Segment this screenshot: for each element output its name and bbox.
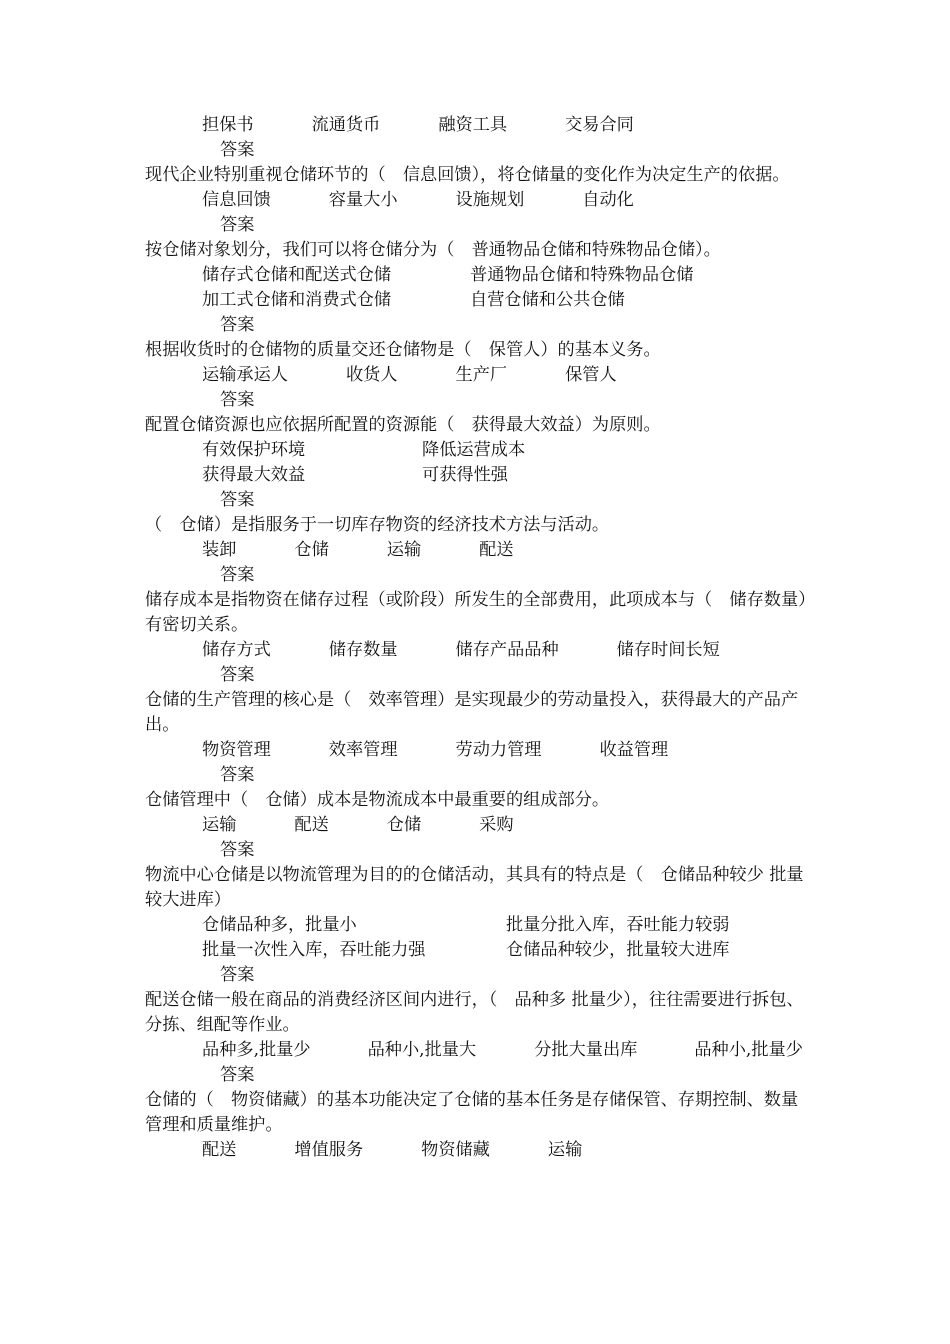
option: 采购 [479, 815, 514, 835]
option: 储存产品品种 [455, 640, 559, 660]
options-row [145, 188, 810, 213]
option: 配送 [294, 815, 329, 835]
option: 物资储藏 [421, 1140, 490, 1160]
option: 批量一次性入库，吞吐能力强 [202, 940, 426, 960]
options-row [145, 263, 810, 288]
question-text: 现代企业特别重视仓储环节的（ 信息回馈），将仓储量的变化作为决定生产的依据。 [145, 165, 790, 185]
option: 收货人 [345, 365, 398, 385]
answer-label: 答案 [220, 1065, 255, 1085]
options-row [145, 813, 810, 838]
question-text: 根据收货时的仓储物的质量交还仓储物是（ 保管人）的基本义务。 [145, 340, 661, 360]
options-row [145, 938, 810, 963]
question-text: 仓储的（ 物资储藏）的基本功能决定了仓储的基本任务是存储保管、存期控制、数量管理和质量维护。 [145, 1090, 799, 1135]
options-row [145, 363, 810, 388]
answer-label: 答案 [220, 840, 255, 860]
answer-label: 答案 [220, 490, 255, 510]
option: 储存时间长短 [616, 640, 720, 660]
option: 仓储品种较少，批量较大进库 [506, 940, 730, 960]
option: 生产厂 [455, 365, 508, 385]
document-body [145, 113, 810, 1163]
option: 加工式仓储和消费式仓储 [202, 290, 392, 310]
option: 品种多,批量少 [202, 1040, 311, 1060]
options-row [145, 538, 810, 563]
question-text: 配置仓储资源也应依据所配置的资源能（ 获得最大效益）为原则。 [145, 415, 661, 435]
option: 分批大量出库 [534, 1040, 638, 1060]
option: 运输承运人 [202, 365, 288, 385]
option: 运输 [386, 540, 422, 560]
options-row [145, 738, 810, 763]
options-row [145, 913, 810, 938]
question-text: 按仓储对象划分，我们可以将仓储分为（ 普通物品仓储和特殊物品仓储）。 [145, 240, 721, 260]
option: 物资管理 [202, 740, 271, 760]
option: 增值服务 [294, 1140, 364, 1160]
options-row [145, 288, 810, 313]
answer-label: 答案 [220, 965, 255, 985]
question-text: （ 仓储）是指服务于一切库存物资的经济技术方法与活动。 [145, 515, 610, 535]
question-text: 仓储的生产管理的核心是（ 效率管理）是实现最少的劳动量投入，获得最大的产品产出。 [145, 690, 799, 735]
option: 仓储 [294, 540, 329, 560]
answer-label: 答案 [220, 565, 255, 585]
question-text: 配送仓储一般在商品的消费经济区间内进行，（ 品种多 批量少），往往需要进行拆包、分拣、组配等作业。 [145, 990, 804, 1035]
option: 储存方式 [202, 640, 271, 660]
option: 融资工具 [438, 115, 508, 135]
answer-label: 答案 [220, 140, 255, 160]
option: 流通货币 [311, 115, 381, 135]
option: 储存数量 [328, 640, 398, 660]
option: 储存式仓储和配送式仓储 [202, 265, 392, 285]
option: 自动化 [582, 190, 634, 210]
option: 设施规划 [455, 190, 525, 210]
option: 容量大小 [328, 190, 398, 210]
option: 交易合同 [565, 115, 634, 135]
question-text: 储存成本是指物资在储存过程（或阶段）所发生的全部费用，此项成本与（ 储存数量）有密切关系。 [145, 590, 807, 635]
option: 配送 [479, 540, 514, 560]
option: 配送 [202, 1140, 237, 1160]
option: 有效保护环境 [202, 440, 306, 460]
option: 品种小,批量大 [367, 1040, 477, 1060]
answer-label: 答案 [220, 765, 255, 785]
option: 仓储 [386, 815, 422, 835]
option: 运输 [202, 815, 237, 835]
option: 自营仓储和公共仓储 [470, 290, 625, 310]
option: 装卸 [202, 540, 237, 560]
options-row [145, 438, 810, 463]
option: 批量分批入库，吞吐能力较弱 [506, 915, 730, 935]
options-row [145, 113, 810, 138]
answer-label: 答案 [220, 665, 255, 685]
option: 收益管理 [599, 740, 669, 760]
option: 保管人 [565, 365, 617, 385]
question-text: 仓储管理中（ 仓储）成本是物流成本中最重要的组成部分。 [145, 790, 610, 810]
answer-label: 答案 [220, 390, 255, 410]
option: 品种小,批量少 [694, 1040, 803, 1060]
option: 担保书 [202, 115, 254, 135]
option: 可获得性强 [422, 465, 508, 485]
option: 普通物品仓储和特殊物品仓储 [470, 265, 694, 285]
option: 信息回馈 [202, 190, 271, 210]
options-row [145, 463, 810, 488]
answer-label: 答案 [220, 315, 255, 335]
option: 仓储品种多，批量小 [202, 915, 357, 935]
options-row [145, 1038, 810, 1063]
option: 劳动力管理 [455, 740, 542, 760]
option: 效率管理 [328, 740, 398, 760]
options-row [145, 638, 810, 663]
options-row [145, 1138, 810, 1163]
option: 运输 [547, 1140, 583, 1160]
option: 降低运营成本 [422, 440, 526, 460]
answer-label: 答案 [220, 215, 255, 235]
option: 获得最大效益 [202, 465, 306, 485]
question-text: 物流中心仓储是以物流管理为目的的仓储活动，其具有的特点是（ 仓储品种较少 批量较大进库） [145, 865, 804, 910]
